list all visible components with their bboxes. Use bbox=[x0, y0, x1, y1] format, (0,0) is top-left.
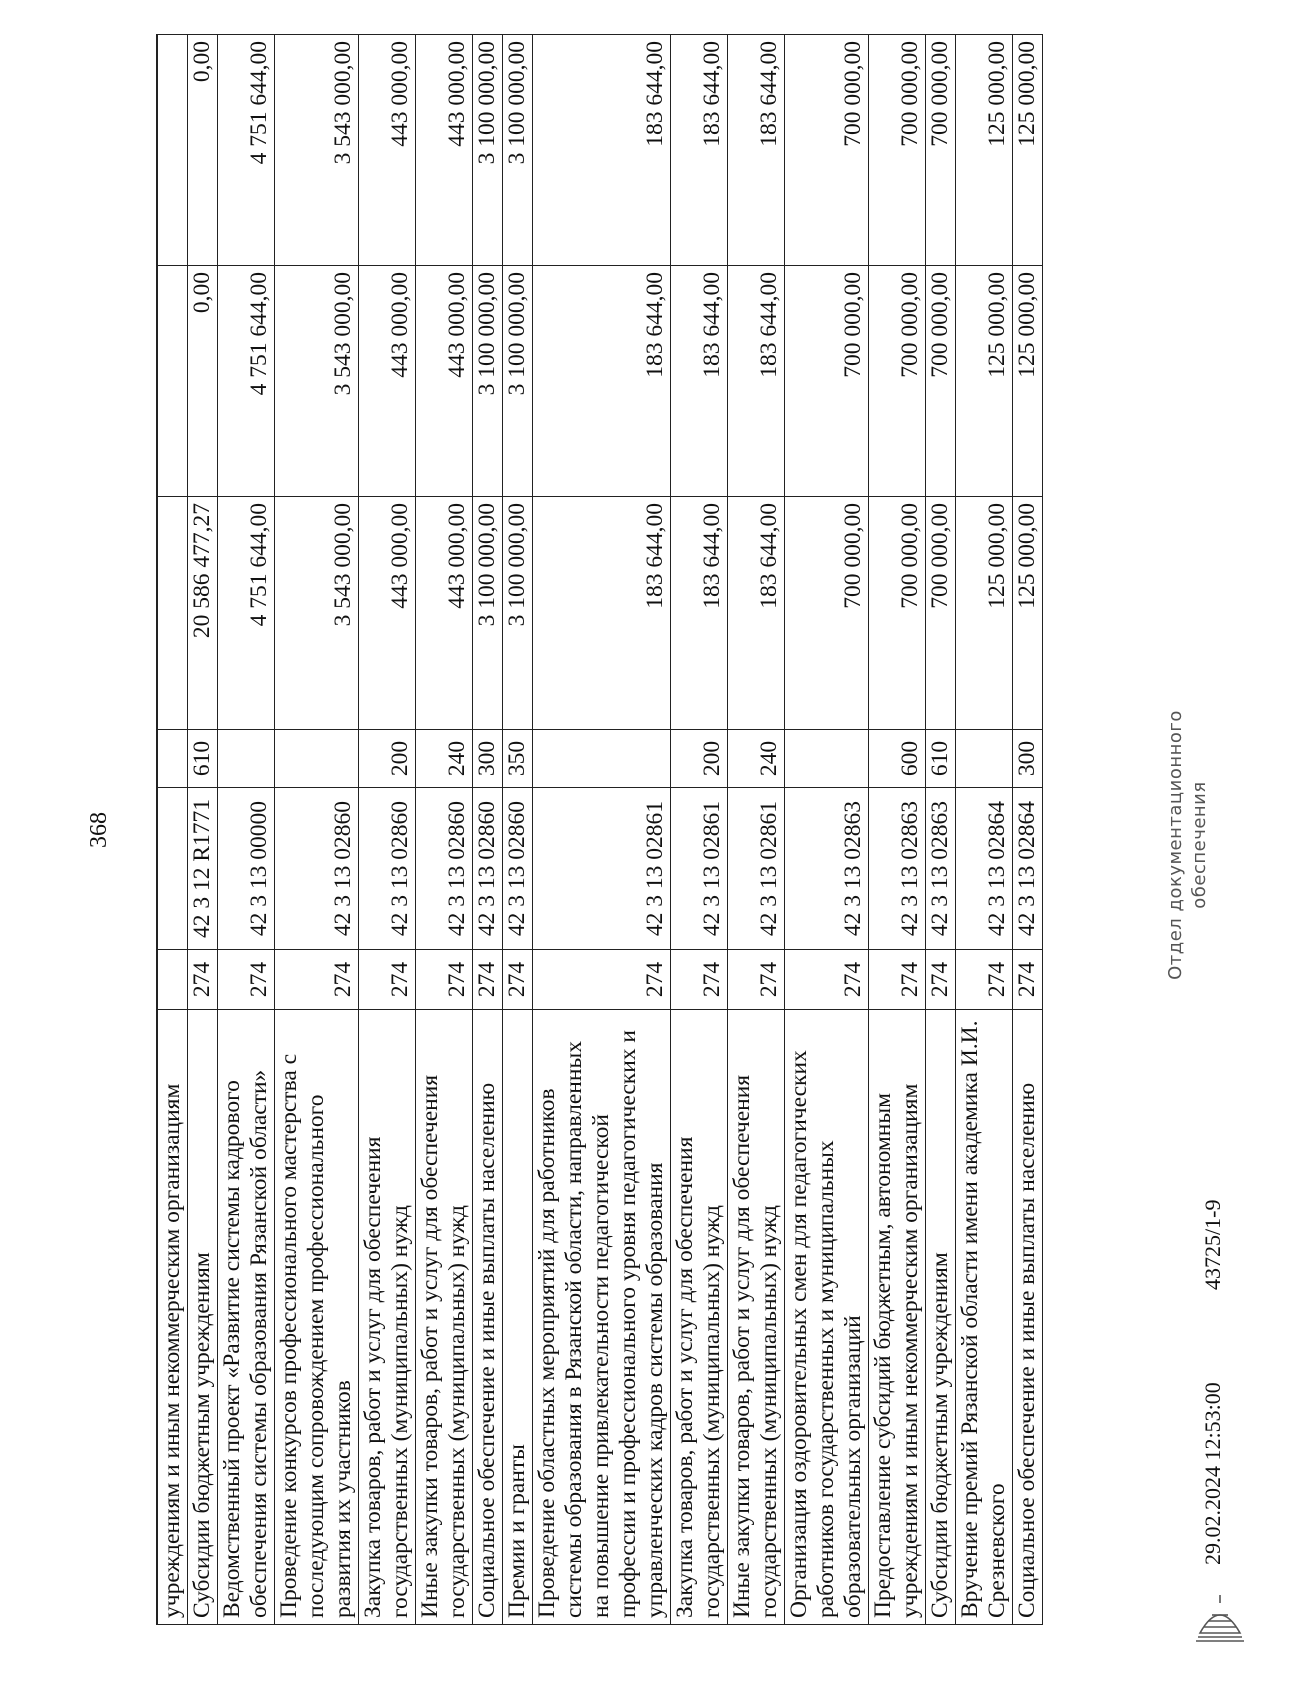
footer-date: 29.02.2024 12:53:00 bbox=[1200, 1382, 1225, 1565]
row-vr-cell: 300 bbox=[473, 730, 503, 788]
row-name-cell: Социальное обеспечение и иные выплаты населению bbox=[1013, 1010, 1043, 1625]
row-ved-cell: 274 bbox=[188, 950, 218, 1010]
table-row bbox=[926, 35, 956, 1625]
row-vr-cell: 610 bbox=[188, 730, 218, 788]
row-csr-cell: 42 3 13 02863 bbox=[926, 788, 956, 950]
row-sum-2025-cell: 183 644,00 bbox=[728, 266, 785, 497]
row-name-cell: учреждениям и иным некоммерческим организациям bbox=[157, 1010, 188, 1625]
row-sum-2025-cell: 700 000,00 bbox=[869, 266, 926, 497]
row-vr-cell: 200 bbox=[359, 730, 416, 788]
stamp-line-1: Отдел документационного bbox=[1165, 710, 1186, 980]
row-sum-2026-cell: 4 751 644,00 bbox=[218, 35, 275, 266]
row-sum-2026-cell: 700 000,00 bbox=[785, 35, 869, 266]
row-csr-cell: 42 3 13 02864 bbox=[956, 788, 1013, 950]
row-ved-cell: 274 bbox=[503, 950, 533, 1010]
row-ved-cell: 274 bbox=[359, 950, 416, 1010]
row-sum-2024-cell: 443 000,00 bbox=[359, 497, 416, 730]
table-row bbox=[869, 35, 926, 1625]
row-sum-2024-cell: 125 000,00 bbox=[1013, 497, 1043, 730]
row-csr-cell: 42 3 13 02861 bbox=[671, 788, 728, 950]
row-sum-2025-cell: 125 000,00 bbox=[956, 266, 1013, 497]
row-sum-2024-cell: 4 751 644,00 bbox=[218, 497, 275, 730]
rotated-page bbox=[86, 35, 1225, 1625]
table-row bbox=[359, 35, 416, 1625]
table-row bbox=[1013, 35, 1043, 1625]
row-csr-cell: 42 3 13 02860 bbox=[473, 788, 503, 950]
budget-table bbox=[156, 34, 1043, 1625]
row-sum-2026-cell: 125 000,00 bbox=[1013, 35, 1043, 266]
row-sum-2024-cell: 3 100 000,00 bbox=[473, 497, 503, 730]
row-sum-2025-cell: 183 644,00 bbox=[671, 266, 728, 497]
row-sum-2026-cell: 183 644,00 bbox=[533, 35, 671, 266]
row-name-cell: Проведение областных мероприятий для работников системы образования в Рязанской области, направленных на повышение привлекательности педагогической профессии и профессионального уровня педагогических и управленческих кадров системы образования bbox=[533, 1010, 671, 1625]
row-sum-2024-cell: 3 543 000,00 bbox=[275, 497, 359, 730]
row-name-cell: Ведомственный проект «Развитие системы кадрового обеспечения системы образования Рязанской области» bbox=[218, 1010, 275, 1625]
row-vr-cell bbox=[275, 730, 359, 788]
row-sum-2025-cell bbox=[157, 266, 188, 497]
row-sum-2026-cell: 700 000,00 bbox=[926, 35, 956, 266]
table-row bbox=[533, 35, 671, 1625]
row-sum-2024-cell bbox=[157, 497, 188, 730]
row-name-cell: Вручение премий Рязанской области имени академика И.И. Срезневского bbox=[956, 1010, 1013, 1625]
footer bbox=[1160, 35, 1290, 1625]
row-ved-cell: 274 bbox=[533, 950, 671, 1010]
row-ved-cell: 274 bbox=[926, 950, 956, 1010]
row-sum-2024-cell: 443 000,00 bbox=[416, 497, 473, 730]
row-vr-cell bbox=[785, 730, 869, 788]
row-sum-2025-cell: 3 100 000,00 bbox=[503, 266, 533, 497]
row-ved-cell: 274 bbox=[956, 950, 1013, 1010]
row-name-cell: Субсидии бюджетным учреждениям bbox=[926, 1010, 956, 1625]
table-row bbox=[473, 35, 503, 1625]
row-name-cell: Иные закупки товаров, работ и услуг для обеспечения государственных (муниципальных) нужд bbox=[728, 1010, 785, 1625]
row-sum-2026-cell: 700 000,00 bbox=[869, 35, 926, 266]
row-vr-cell bbox=[157, 730, 188, 788]
row-vr-cell: 240 bbox=[728, 730, 785, 788]
row-csr-cell: 42 3 13 02863 bbox=[869, 788, 926, 950]
table-row bbox=[503, 35, 533, 1625]
row-ved-cell: 274 bbox=[416, 950, 473, 1010]
row-sum-2024-cell: 700 000,00 bbox=[926, 497, 956, 730]
row-sum-2026-cell: 125 000,00 bbox=[956, 35, 1013, 266]
row-sum-2024-cell: 183 644,00 bbox=[671, 497, 728, 730]
row-vr-cell: 350 bbox=[503, 730, 533, 788]
row-csr-cell: 42 3 13 00000 bbox=[218, 788, 275, 950]
row-ved-cell: 274 bbox=[785, 950, 869, 1010]
table-row bbox=[671, 35, 728, 1625]
row-sum-2024-cell: 183 644,00 bbox=[728, 497, 785, 730]
row-sum-2024-cell: 183 644,00 bbox=[533, 497, 671, 730]
budget-table-body bbox=[157, 35, 1043, 1625]
row-sum-2024-cell: 700 000,00 bbox=[869, 497, 926, 730]
row-sum-2025-cell: 443 000,00 bbox=[416, 266, 473, 497]
row-name-cell: Проведение конкурсов профессионального мастерства с последующим сопровождением профессионального развития их участников bbox=[275, 1010, 359, 1625]
row-name-cell: Закупка товаров, работ и услуг для обеспечения государственных (муниципальных) нужд bbox=[359, 1010, 416, 1625]
row-ved-cell: 274 bbox=[275, 950, 359, 1010]
footer-reg-number: 43725/1-9 bbox=[1200, 1199, 1225, 1290]
row-ved-cell: 274 bbox=[671, 950, 728, 1010]
row-csr-cell: 42 3 13 02863 bbox=[785, 788, 869, 950]
row-sum-2025-cell: 3 100 000,00 bbox=[473, 266, 503, 497]
row-sum-2025-cell: 700 000,00 bbox=[926, 266, 956, 497]
row-sum-2026-cell: 183 644,00 bbox=[728, 35, 785, 266]
row-csr-cell: 42 3 13 02861 bbox=[533, 788, 671, 950]
table-row bbox=[188, 35, 218, 1625]
row-ved-cell: 274 bbox=[473, 950, 503, 1010]
row-name-cell: Организация оздоровительных смен для педагогических работников государственных и муниципальных образовательных организаций bbox=[785, 1010, 869, 1625]
row-sum-2026-cell: 443 000,00 bbox=[359, 35, 416, 266]
row-vr-cell: 240 bbox=[416, 730, 473, 788]
row-sum-2026-cell: 3 100 000,00 bbox=[503, 35, 533, 266]
row-sum-2025-cell: 4 751 644,00 bbox=[218, 266, 275, 497]
row-sum-2026-cell: 0,00 bbox=[188, 35, 218, 266]
row-sum-2025-cell: 700 000,00 bbox=[785, 266, 869, 497]
table-row bbox=[157, 35, 188, 1625]
row-csr-cell: 42 3 13 02860 bbox=[503, 788, 533, 950]
row-csr-cell: 42 3 13 02860 bbox=[275, 788, 359, 950]
row-vr-cell: 200 bbox=[671, 730, 728, 788]
row-sum-2026-cell: 3 543 000,00 bbox=[275, 35, 359, 266]
table-row bbox=[956, 35, 1013, 1625]
department-stamp bbox=[1164, 705, 1212, 985]
row-sum-2024-cell: 3 100 000,00 bbox=[503, 497, 533, 730]
row-sum-2026-cell: 3 100 000,00 bbox=[473, 35, 503, 266]
row-vr-cell: 610 bbox=[926, 730, 956, 788]
row-sum-2026-cell bbox=[157, 35, 188, 266]
row-csr-cell: 42 3 13 02860 bbox=[359, 788, 416, 950]
row-ved-cell: 274 bbox=[1013, 950, 1043, 1010]
table-row bbox=[416, 35, 473, 1625]
row-csr-cell bbox=[157, 788, 188, 950]
table-row bbox=[218, 35, 275, 1625]
row-sum-2024-cell: 20 586 477,27 bbox=[188, 497, 218, 730]
row-name-cell: Предоставление субсидий бюджетным, автономным учреждениям и иным некоммерческим организациям bbox=[869, 1010, 926, 1625]
row-csr-cell: 42 3 13 02860 bbox=[416, 788, 473, 950]
emblem-icon bbox=[1190, 1589, 1250, 1645]
row-sum-2026-cell: 443 000,00 bbox=[416, 35, 473, 266]
row-sum-2024-cell: 125 000,00 bbox=[956, 497, 1013, 730]
row-csr-cell: 42 3 12 R1771 bbox=[188, 788, 218, 950]
row-sum-2025-cell: 183 644,00 bbox=[533, 266, 671, 497]
row-sum-2026-cell: 183 644,00 bbox=[671, 35, 728, 266]
page-number: 368 bbox=[86, 812, 112, 848]
table-row bbox=[785, 35, 869, 1625]
row-sum-2025-cell: 3 543 000,00 bbox=[275, 266, 359, 497]
row-vr-cell: 300 bbox=[1013, 730, 1043, 788]
row-name-cell: Премии и гранты bbox=[503, 1010, 533, 1625]
stamp-line-2: обеспечения bbox=[1189, 781, 1210, 909]
row-ved-cell: 274 bbox=[869, 950, 926, 1010]
row-name-cell: Субсидии бюджетным учреждениям bbox=[188, 1010, 218, 1625]
row-vr-cell: 600 bbox=[869, 730, 926, 788]
row-ved-cell: 274 bbox=[218, 950, 275, 1010]
table-row bbox=[275, 35, 359, 1625]
row-sum-2025-cell: 443 000,00 bbox=[359, 266, 416, 497]
row-csr-cell: 42 3 13 02861 bbox=[728, 788, 785, 950]
row-name-cell: Иные закупки товаров, работ и услуг для обеспечения государственных (муниципальных) нужд bbox=[416, 1010, 473, 1625]
row-vr-cell bbox=[533, 730, 671, 788]
row-csr-cell: 42 3 13 02864 bbox=[1013, 788, 1043, 950]
row-ved-cell: 274 bbox=[728, 950, 785, 1010]
row-vr-cell bbox=[956, 730, 1013, 788]
row-vr-cell bbox=[218, 730, 275, 788]
row-sum-2025-cell: 125 000,00 bbox=[1013, 266, 1043, 497]
row-sum-2025-cell: 0,00 bbox=[188, 266, 218, 497]
row-name-cell: Социальное обеспечение и иные выплаты населению bbox=[473, 1010, 503, 1625]
row-sum-2024-cell: 700 000,00 bbox=[785, 497, 869, 730]
table-row bbox=[728, 35, 785, 1625]
row-name-cell: Закупка товаров, работ и услуг для обеспечения государственных (муниципальных) нужд bbox=[671, 1010, 728, 1625]
row-ved-cell bbox=[157, 950, 188, 1010]
